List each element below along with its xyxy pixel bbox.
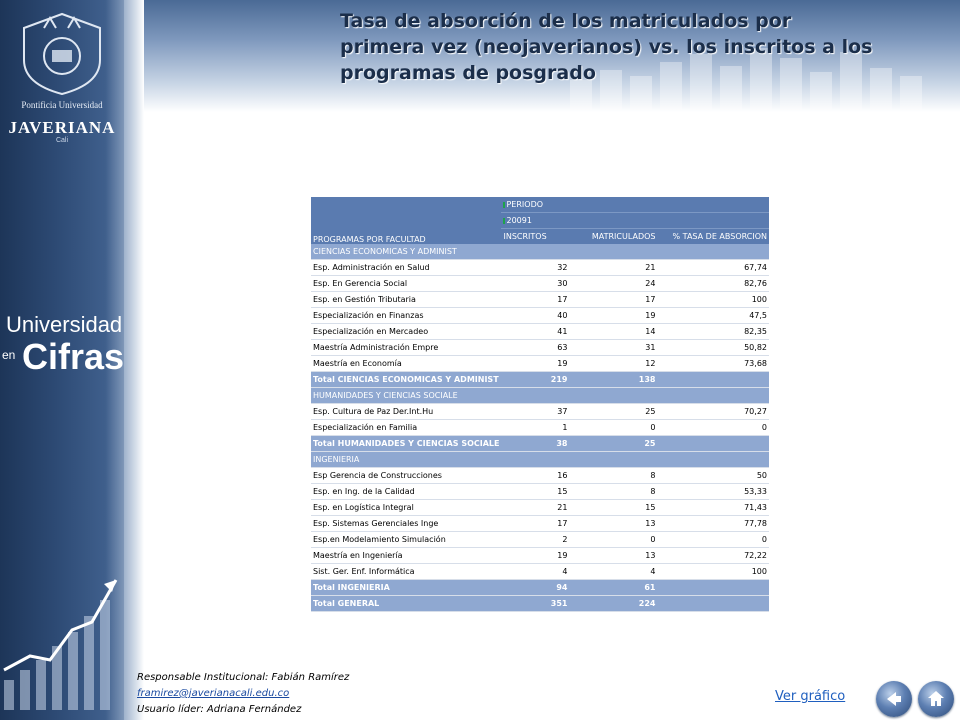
university-crest-logo — [14, 10, 110, 96]
matriculados-value: 13 — [569, 516, 657, 532]
total-tasa-empty — [657, 436, 769, 452]
grand-total-tasa-empty — [657, 596, 769, 612]
total-matriculados: 25 — [569, 436, 657, 452]
sidebar-brand-word2: en — [2, 348, 16, 362]
university-name-top: Pontificia Universidad — [21, 100, 103, 110]
university-city: Cali — [55, 137, 69, 144]
program-name: Esp. en Logística Integral — [311, 500, 501, 516]
group-header-row — [311, 244, 769, 260]
decorative-growth-chart-icon — [0, 560, 124, 720]
matriculados-value: 13 — [569, 548, 657, 564]
group-name: INGENIERIA — [311, 452, 769, 468]
total-inscritos: 38 — [501, 436, 569, 452]
total-label: Total CIENCIAS ECONOMICAS Y ADMINIST — [311, 372, 501, 388]
group-header-row — [311, 452, 769, 468]
footer-credits — [137, 670, 349, 718]
tasa-value: 82,35 — [657, 324, 769, 340]
table-row — [311, 356, 769, 372]
sidebar-brand-word3: Cifras — [22, 336, 125, 377]
total-label: Total INGENIERIA — [311, 580, 501, 596]
inscritos-value: 37 — [501, 404, 569, 420]
tasa-value: 0 — [657, 420, 769, 436]
matriculados-value: 21 — [569, 260, 657, 276]
inscritos-value: 41 — [501, 324, 569, 340]
back-arrow-icon — [884, 689, 904, 709]
group-total-row — [311, 580, 769, 596]
grand-total-inscritos: 351 — [501, 596, 569, 612]
grand-total-row — [311, 596, 769, 612]
email-link[interactable]: framirez@javerianacali.edu.co — [137, 688, 290, 699]
grand-total-label: Total GENERAL — [311, 596, 501, 612]
page-title: Tasa de absorción de los matriculados por primera vez (neojaverianos) vs. los inscritos a los programas de posgrado — [340, 10, 873, 84]
sidebar — [0, 0, 124, 720]
program-name: Esp. Cultura de Paz Der.Int.Hu — [311, 404, 501, 420]
tasa-value: 100 — [657, 564, 769, 580]
periodo-label: PERIODO — [506, 200, 544, 209]
table-row — [311, 548, 769, 564]
back-button[interactable] — [876, 681, 912, 717]
column-header-inscritos: INSCRITOS — [501, 229, 569, 245]
inscritos-value: 1 — [501, 420, 569, 436]
tasa-value: 100 — [657, 292, 769, 308]
inscritos-value: 21 — [501, 500, 569, 516]
total-tasa-empty — [657, 580, 769, 596]
sidebar-brand-word1: Universidad — [6, 312, 123, 337]
inscritos-value: 40 — [501, 308, 569, 324]
table-row — [311, 516, 769, 532]
table-row — [311, 404, 769, 420]
inscritos-value: 17 — [501, 292, 569, 308]
tasa-value: 73,68 — [657, 356, 769, 372]
total-tasa-empty — [657, 372, 769, 388]
tasa-value: 0 — [657, 532, 769, 548]
table-row — [311, 276, 769, 292]
matriculados-value: 8 — [569, 468, 657, 484]
table-row — [311, 260, 769, 276]
tasa-value: 72,22 — [657, 548, 769, 564]
program-name: Esp.en Modelamiento Simulación — [311, 532, 501, 548]
tasa-value: 77,78 — [657, 516, 769, 532]
inscritos-value: 16 — [501, 468, 569, 484]
matriculados-value: 31 — [569, 340, 657, 356]
matriculados-value: 24 — [569, 276, 657, 292]
home-icon — [926, 689, 946, 709]
inscritos-value: 32 — [501, 260, 569, 276]
table-row — [311, 532, 769, 548]
group-total-row — [311, 372, 769, 388]
matriculados-value: 15 — [569, 500, 657, 516]
group-total-row — [311, 436, 769, 452]
table-row — [311, 340, 769, 356]
absorption-rate-table — [311, 197, 769, 612]
group-header-row — [311, 388, 769, 404]
matriculados-value: 19 — [569, 308, 657, 324]
column-header-matriculados: MATRICULADOS — [569, 229, 657, 245]
responsable-text: Responsable Institucional: Fabián Ramírez — [137, 672, 350, 683]
program-name: Maestría en Ingeniería — [311, 548, 501, 564]
total-inscritos: 219 — [501, 372, 569, 388]
program-name: Esp. en Ing. de la Calidad — [311, 484, 501, 500]
program-name: Especialización en Finanzas — [311, 308, 501, 324]
ver-grafico-link[interactable]: Ver gráfico — [775, 689, 846, 704]
table-row — [311, 324, 769, 340]
tasa-value: 53,33 — [657, 484, 769, 500]
tasa-value: 50,82 — [657, 340, 769, 356]
program-name: Esp. Sistemas Gerenciales Inge — [311, 516, 501, 532]
inscritos-value: 2 — [501, 532, 569, 548]
program-name: Maestría Administración Empre — [311, 340, 501, 356]
table-row — [311, 564, 769, 580]
table-row — [311, 484, 769, 500]
inscritos-value: 17 — [501, 516, 569, 532]
column-header-tasa: % TASA DE ABSORCION — [657, 229, 769, 245]
total-label: Total HUMANIDADES Y CIENCIAS SOCIALE — [311, 436, 501, 452]
total-inscritos: 94 — [501, 580, 569, 596]
program-name: Esp. en Gestión Tributaria — [311, 292, 501, 308]
program-name: Esp Gerencia de Construcciones — [311, 468, 501, 484]
tasa-value: 47,5 — [657, 308, 769, 324]
tasa-value: 70,27 — [657, 404, 769, 420]
tasa-value: 50 — [657, 468, 769, 484]
inscritos-value: 30 — [501, 276, 569, 292]
inscritos-value: 4 — [501, 564, 569, 580]
table-row — [311, 468, 769, 484]
home-button[interactable] — [918, 681, 954, 717]
matriculados-value: 12 — [569, 356, 657, 372]
usuario-lider-text: Usuario líder: Adriana Fernández — [137, 704, 302, 715]
table-row — [311, 292, 769, 308]
tasa-value: 71,43 — [657, 500, 769, 516]
program-name: Especialización en Mercadeo — [311, 324, 501, 340]
matriculados-value: 14 — [569, 324, 657, 340]
table-row — [311, 500, 769, 516]
group-name: CIENCIAS ECONOMICAS Y ADMINIST — [311, 244, 769, 260]
program-name: Maestría en Economía — [311, 356, 501, 372]
matriculados-value: 0 — [569, 420, 657, 436]
group-name: HUMANIDADES Y CIENCIAS SOCIALE — [311, 388, 769, 404]
column-header-program: PROGRAMAS POR FACULTAD — [311, 197, 501, 244]
inscritos-value: 63 — [501, 340, 569, 356]
matriculados-value: 4 — [569, 564, 657, 580]
program-name: Sist. Ger. Enf. Informática — [311, 564, 501, 580]
inscritos-value: 19 — [501, 356, 569, 372]
grand-total-matriculados: 224 — [569, 596, 657, 612]
university-name: JAVERIANA — [8, 118, 116, 137]
program-name: Esp. Administración en Salud — [311, 260, 501, 276]
tasa-value: 67,74 — [657, 260, 769, 276]
periodo-value: 20091 — [506, 216, 532, 225]
inscritos-value: 19 — [501, 548, 569, 564]
total-matriculados: 61 — [569, 580, 657, 596]
program-name: Especialización en Familia — [311, 420, 501, 436]
matriculados-value: 0 — [569, 532, 657, 548]
program-name: Esp. En Gerencia Social — [311, 276, 501, 292]
total-matriculados: 138 — [569, 372, 657, 388]
matriculados-value: 17 — [569, 292, 657, 308]
matriculados-value: 25 — [569, 404, 657, 420]
tasa-value: 82,76 — [657, 276, 769, 292]
matriculados-value: 8 — [569, 484, 657, 500]
table-row — [311, 308, 769, 324]
sidebar-edge — [124, 0, 144, 720]
inscritos-value: 15 — [501, 484, 569, 500]
table-header-row-periodo — [311, 197, 769, 213]
table-row — [311, 420, 769, 436]
